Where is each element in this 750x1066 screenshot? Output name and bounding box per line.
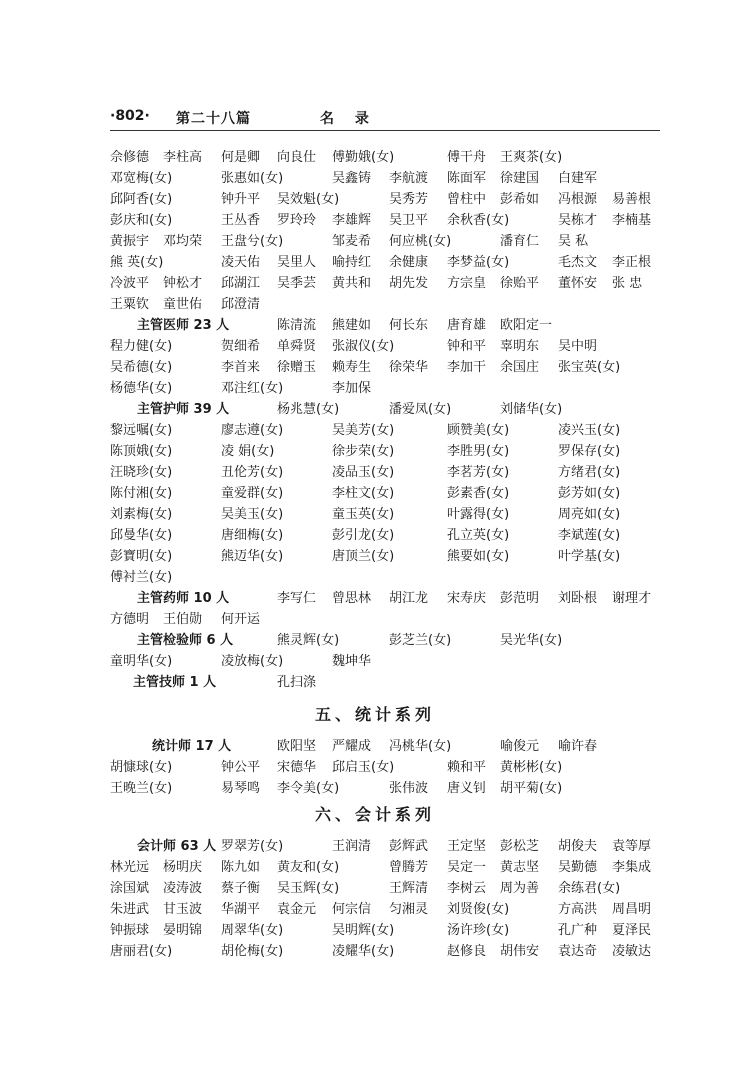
person-name: 赖和平	[447, 760, 487, 775]
person-name: 李首来	[221, 360, 261, 375]
person-name: 唐丽君(女)	[110, 944, 173, 959]
person-name: 傅勤娥(女)	[332, 150, 395, 165]
person-name: 吴效魁(女)	[277, 192, 340, 207]
list-line	[0, 609, 750, 630]
person-name: 胡伟安	[500, 944, 540, 959]
person-name: 邹麦希	[332, 234, 372, 249]
person-name: 孔广种	[558, 923, 598, 938]
person-name: 晏明锦	[163, 923, 203, 938]
person-name: 程力健(女)	[110, 339, 173, 354]
person-name: 陈付湘(女)	[110, 486, 173, 501]
list-line	[0, 273, 750, 294]
person-name: 唐义钊	[447, 781, 487, 796]
person-name: 谢理才	[612, 591, 652, 606]
person-name: 王丛香	[221, 213, 261, 228]
person-name: 徐建国	[500, 171, 540, 186]
chapter-title: 名 录	[320, 111, 377, 127]
person-name: 吴美玉(女)	[221, 507, 284, 522]
person-name: 张伟波	[389, 781, 429, 796]
person-name: 何开运	[221, 612, 261, 627]
person-name: 凌品玉(女)	[332, 465, 395, 480]
person-name: 凌涛波	[163, 881, 203, 896]
page-number: ·802·	[110, 108, 150, 124]
person-name: 余健康	[389, 255, 429, 270]
list-line	[0, 630, 750, 651]
list-line	[0, 736, 750, 757]
person-name: 顾赞美(女)	[447, 423, 510, 438]
person-name: 汪晓珍(女)	[110, 465, 173, 480]
person-name: 凌敏达	[612, 944, 652, 959]
person-name: 黄彬彬(女)	[500, 760, 563, 775]
person-name: 袁金元	[277, 902, 317, 917]
person-name: 陈顶娥(女)	[110, 444, 173, 459]
person-name: 廖志遵(女)	[221, 423, 284, 438]
list-line	[0, 210, 750, 231]
person-name: 吴光华(女)	[500, 633, 563, 648]
person-name: 胡慷球(女)	[110, 760, 173, 775]
person-name: 黄振宇	[110, 234, 150, 249]
list-line	[0, 462, 750, 483]
person-name: 李树云	[447, 881, 487, 896]
person-name: 叶学基(女)	[558, 549, 621, 564]
person-name: 彭辉武	[389, 839, 429, 854]
person-name: 曾腾芳	[389, 860, 429, 875]
person-name: 向良仕	[277, 150, 317, 165]
category-heading: 主管检验师 6 人	[137, 633, 234, 648]
person-name: 李胜男(女)	[447, 444, 510, 459]
person-name: 杨兆慧(女)	[277, 402, 340, 417]
person-name: 辜明东	[500, 339, 540, 354]
person-name: 彭素香(女)	[447, 486, 510, 501]
person-name: 孔扫涤	[277, 675, 317, 690]
person-name: 邓注红(女)	[221, 381, 284, 396]
person-name: 李斌莲(女)	[558, 528, 621, 543]
person-name: 彭芳如(女)	[558, 486, 621, 501]
person-name: 王润清	[332, 839, 372, 854]
person-name: 涂国斌	[110, 881, 150, 896]
person-name: 黄友和(女)	[277, 860, 340, 875]
person-name: 方绪君(女)	[558, 465, 621, 480]
person-name: 冷波平	[110, 276, 150, 291]
person-name: 王盘兮(女)	[221, 234, 284, 249]
person-name: 余秋香(女)	[447, 213, 510, 228]
list-line	[0, 420, 750, 441]
person-name: 王辉清	[389, 881, 429, 896]
person-name: 吴里人	[277, 255, 317, 270]
list-line	[0, 672, 750, 693]
person-name: 吴勤德	[558, 860, 598, 875]
person-name: 李柱高	[163, 150, 203, 165]
person-name: 何应桃(女)	[389, 234, 452, 249]
person-name: 夏泽民	[612, 923, 652, 938]
person-name: 杨德华(女)	[110, 381, 173, 396]
person-name: 朱进武	[110, 902, 150, 917]
list-line	[0, 357, 750, 378]
person-name: 陈九如	[221, 860, 261, 875]
list-line	[0, 147, 750, 168]
person-name: 胡俊夫	[558, 839, 598, 854]
person-name: 宋寿庆	[447, 591, 487, 606]
person-name: 赖寿生	[332, 360, 372, 375]
person-name: 甘玉波	[163, 902, 203, 917]
person-name: 罗翠芳(女)	[221, 839, 284, 854]
person-name: 邓宽梅(女)	[110, 171, 173, 186]
person-name: 徐荣华	[389, 360, 429, 375]
person-name: 曾思林	[332, 591, 372, 606]
person-name: 张淑仪(女)	[332, 339, 395, 354]
person-name: 钟公平	[221, 760, 261, 775]
person-name: 易善根	[612, 192, 652, 207]
person-name: 单舜贤	[277, 339, 317, 354]
person-name: 钟振球	[110, 923, 150, 938]
person-name: 孔立英(女)	[447, 528, 510, 543]
person-name: 董怀安	[558, 276, 598, 291]
category-heading: 主管护师 39 人	[137, 402, 230, 417]
list-line	[0, 920, 750, 941]
person-name: 蔡子衡	[221, 881, 261, 896]
list-line	[0, 525, 750, 546]
person-name: 方高洪	[558, 902, 598, 917]
list-line	[0, 315, 750, 336]
person-name: 王晚兰(女)	[110, 781, 173, 796]
person-name: 周昌明	[612, 902, 652, 917]
person-name: 严耀成	[332, 739, 372, 754]
person-name: 李航渡	[389, 171, 429, 186]
person-name: 徐赠玉	[277, 360, 317, 375]
person-name: 彭寶明(女)	[110, 549, 173, 564]
person-name: 何宗信	[332, 902, 372, 917]
list-line	[0, 651, 750, 672]
person-name: 冯桃华(女)	[389, 739, 452, 754]
person-name: 华湖平	[221, 902, 261, 917]
category-heading: 主管医师 23 人	[137, 318, 230, 333]
category-heading: 统计师 17 人	[152, 739, 232, 754]
person-name: 童明华(女)	[110, 654, 173, 669]
person-name: 李雄辉	[332, 213, 372, 228]
person-name: 凌放梅(女)	[221, 654, 284, 669]
person-name: 凌天佑	[221, 255, 261, 270]
person-name: 刘贤俊(女)	[447, 902, 510, 917]
person-name: 胡伦梅(女)	[221, 944, 284, 959]
list-line	[0, 878, 750, 899]
person-name: 喻持红	[332, 255, 372, 270]
person-name: 熊灵辉(女)	[277, 633, 340, 648]
person-name: 李令美(女)	[277, 781, 340, 796]
list-line	[0, 588, 750, 609]
person-name: 李茗芳(女)	[447, 465, 510, 480]
category-heading: 主管药师 10 人	[137, 591, 230, 606]
person-name: 徐步荣(女)	[332, 444, 395, 459]
person-name: 陈面军	[447, 171, 487, 186]
person-name: 王伯勋	[163, 612, 203, 627]
person-name: 匀湘灵	[389, 902, 429, 917]
person-name: 何长东	[389, 318, 429, 333]
person-name: 吴中明	[558, 339, 598, 354]
list-line	[0, 336, 750, 357]
person-name: 李梦益(女)	[447, 255, 510, 270]
person-name: 李写仁	[277, 591, 317, 606]
section-title: 六、会计系列	[314, 805, 435, 824]
person-name: 钟松才	[163, 276, 203, 291]
person-name: 吴玉辉(女)	[277, 881, 340, 896]
person-name: 魏坤华	[332, 654, 372, 669]
person-name: 曾柱中	[447, 192, 487, 207]
person-name: 凌兴玉(女)	[558, 423, 621, 438]
category-heading: 会计师 63 人	[137, 839, 217, 854]
person-name: 张惠如(女)	[221, 171, 284, 186]
person-name: 邓均荣	[163, 234, 203, 249]
list-line	[0, 836, 750, 857]
person-name: 吴美芳(女)	[332, 423, 395, 438]
person-name: 方宗皇	[447, 276, 487, 291]
person-name: 胡平菊(女)	[500, 781, 563, 796]
list-line	[0, 399, 750, 420]
list-line	[0, 294, 750, 315]
person-name: 余练君(女)	[558, 881, 621, 896]
list-line	[0, 546, 750, 567]
person-name: 唐细梅(女)	[221, 528, 284, 543]
person-name: 吴 私	[558, 234, 589, 249]
person-name: 童爱群(女)	[221, 486, 284, 501]
person-name: 黄共和	[332, 276, 372, 291]
person-name: 喻许春	[558, 739, 598, 754]
person-name: 毛杰文	[558, 255, 598, 270]
list-line	[0, 504, 750, 525]
person-name: 吴季芸	[277, 276, 317, 291]
person-name: 李加干	[447, 360, 487, 375]
person-name: 赵修良	[447, 944, 487, 959]
list-line	[0, 941, 750, 962]
person-name: 唐育雄	[447, 318, 487, 333]
list-line	[0, 857, 750, 878]
person-name: 潘育仁	[500, 234, 540, 249]
person-name: 童世佑	[163, 297, 203, 312]
person-name: 张宝英(女)	[558, 360, 621, 375]
person-name: 冯根源	[558, 192, 598, 207]
person-name: 彭希如	[500, 192, 540, 207]
person-name: 李柱文(女)	[332, 486, 395, 501]
person-name: 贺细希	[221, 339, 261, 354]
person-name: 周翠华(女)	[221, 923, 284, 938]
person-name: 邱启玉(女)	[332, 760, 395, 775]
person-name: 熊要如(女)	[447, 549, 510, 564]
person-name: 何是卿	[221, 150, 261, 165]
section-title: 五、统计系列	[314, 705, 435, 724]
list-line	[0, 483, 750, 504]
person-name: 周亮如(女)	[558, 507, 621, 522]
person-name: 佘修德	[110, 150, 150, 165]
list-line	[0, 168, 750, 189]
person-name: 叶露得(女)	[447, 507, 510, 522]
person-name: 王粟钦	[110, 297, 150, 312]
person-name: 彭庆和(女)	[110, 213, 173, 228]
person-name: 彭范明	[500, 591, 540, 606]
person-name: 熊 英(女)	[110, 255, 164, 270]
person-name: 杨明庆	[163, 860, 203, 875]
person-name: 刘卧根	[558, 591, 598, 606]
person-name: 周为善	[500, 881, 540, 896]
person-name: 袁达奇	[558, 944, 598, 959]
person-name: 童玉英(女)	[332, 507, 395, 522]
person-name: 刘素梅(女)	[110, 507, 173, 522]
person-name: 张 忠	[612, 276, 643, 291]
person-name: 钟和平	[447, 339, 487, 354]
person-name: 傅衬兰(女)	[110, 570, 173, 585]
person-name: 唐顶兰(女)	[332, 549, 395, 564]
person-name: 林光远	[110, 860, 150, 875]
person-name: 李加保	[332, 381, 372, 396]
person-name: 丑伦芳(女)	[221, 465, 284, 480]
person-name: 喻俊元	[500, 739, 540, 754]
person-name: 彭松芝	[500, 839, 540, 854]
list-line	[0, 378, 750, 399]
list-line	[0, 757, 750, 778]
person-name: 邱澄清	[221, 297, 261, 312]
person-name: 邱曼华(女)	[110, 528, 173, 543]
person-name: 吴定一	[447, 860, 487, 875]
person-name: 易琴鸣	[221, 781, 261, 796]
person-name: 黄志坚	[500, 860, 540, 875]
person-name: 凌耀华(女)	[332, 944, 395, 959]
person-name: 邱阿香(女)	[110, 192, 173, 207]
list-line	[0, 252, 750, 273]
person-name: 吴秀芳	[389, 192, 429, 207]
person-name: 熊迈华(女)	[221, 549, 284, 564]
person-name: 徐贻平	[500, 276, 540, 291]
person-name: 王爽茶(女)	[500, 150, 563, 165]
person-name: 宋德华	[277, 760, 317, 775]
person-name: 吴栋才	[558, 213, 598, 228]
person-name: 胡江龙	[389, 591, 429, 606]
list-line	[0, 441, 750, 462]
list-line	[0, 189, 750, 210]
person-name: 袁等厚	[612, 839, 652, 854]
person-name: 吴卫平	[389, 213, 429, 228]
person-name: 潘爱凤(女)	[389, 402, 452, 417]
person-name: 胡先发	[389, 276, 429, 291]
person-name: 罗保存(女)	[558, 444, 621, 459]
list-line	[0, 899, 750, 920]
person-name: 欧阳定一	[500, 318, 553, 333]
person-name: 方德明	[110, 612, 150, 627]
person-name: 刘储华(女)	[500, 402, 563, 417]
person-name: 黎远嘱(女)	[110, 423, 173, 438]
person-name: 白建军	[558, 171, 598, 186]
person-name: 陈清流	[277, 318, 317, 333]
person-name: 吴鑫铸	[332, 171, 372, 186]
person-name: 余国庄	[500, 360, 540, 375]
person-name: 彭芝兰(女)	[389, 633, 452, 648]
list-line	[0, 778, 750, 799]
person-name: 彭引龙(女)	[332, 528, 395, 543]
person-name: 罗玲玲	[277, 213, 317, 228]
person-name: 钟升平	[221, 192, 261, 207]
person-name: 邱湖江	[221, 276, 261, 291]
person-name: 傅干舟	[447, 150, 487, 165]
person-name: 吴明辉(女)	[332, 923, 395, 938]
chapter-label: 第二十八篇	[176, 111, 251, 127]
list-line	[0, 567, 750, 588]
person-name: 欧阳坚	[277, 739, 317, 754]
person-name: 汤许珍(女)	[447, 923, 510, 938]
person-name: 李楠基	[612, 213, 652, 228]
person-name: 李正根	[612, 255, 652, 270]
person-name: 凌 娟(女)	[221, 444, 275, 459]
person-name: 李集成	[612, 860, 652, 875]
person-name: 王定坚	[447, 839, 487, 854]
list-line	[0, 231, 750, 252]
category-heading: 主管技师 1 人	[133, 675, 217, 690]
person-name: 熊建如	[332, 318, 372, 333]
person-name: 吴希德(女)	[110, 360, 173, 375]
